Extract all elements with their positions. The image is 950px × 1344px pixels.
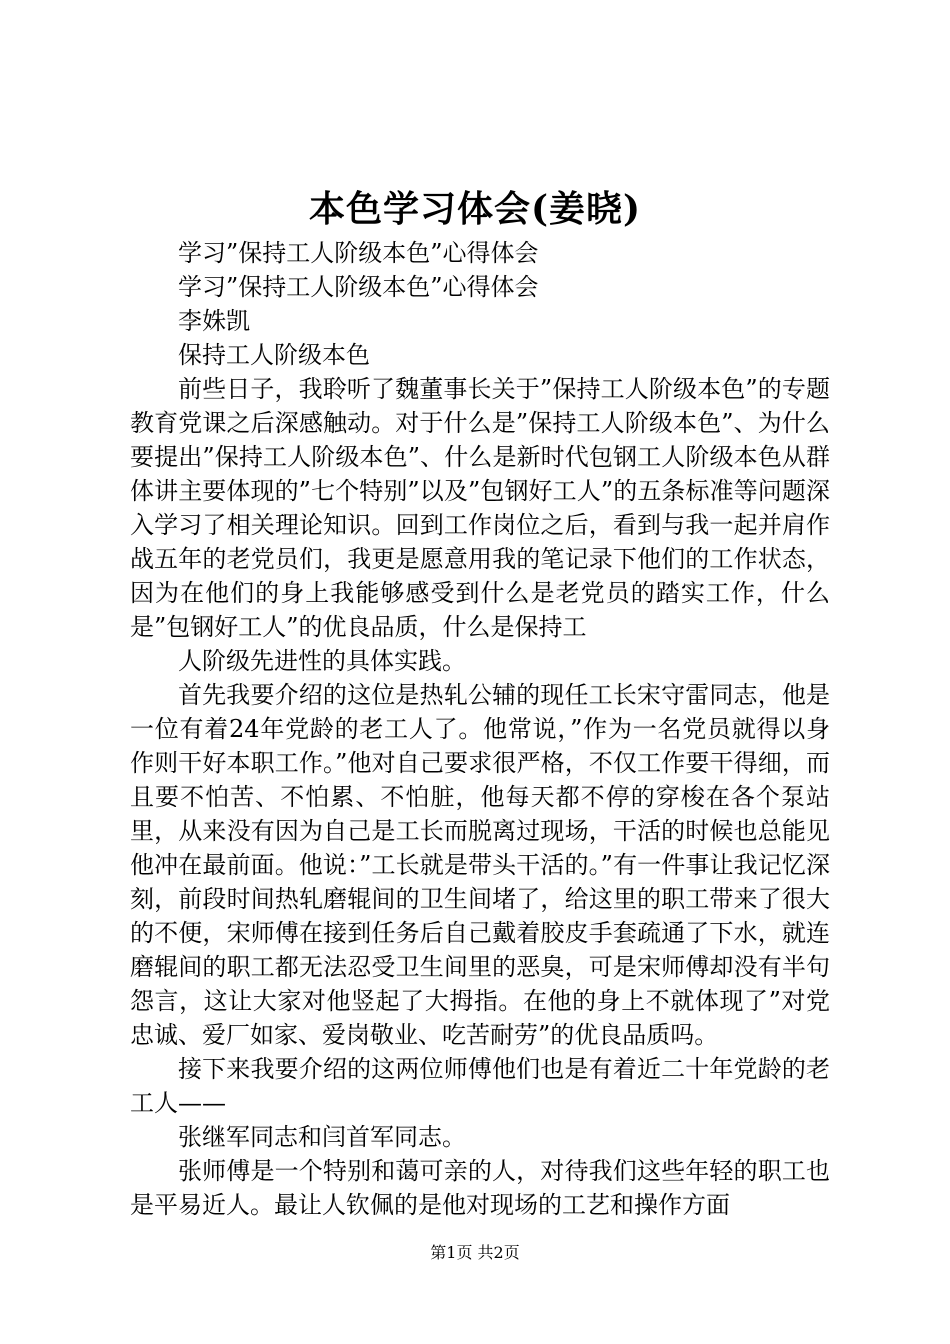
paragraph: 接下来我要介绍的这两位师傅他们也是有着近二十年党龄的老工人—— bbox=[130, 1055, 830, 1117]
paragraph: 学习”保持工人阶级本色”心得体会 bbox=[178, 239, 539, 267]
paragraph: 张继军同志和闫首军同志。 bbox=[178, 1123, 466, 1151]
document-title: 本色学习体会(姜晓) bbox=[308, 188, 642, 230]
document-body bbox=[130, 236, 830, 1222]
paragraph: 李姝凯 bbox=[178, 307, 250, 335]
paragraph: 保持工人阶级本色 bbox=[178, 341, 370, 369]
paragraph: 前些日子，我聆听了魏董事长关于”保持工人阶级本色”的专题教育党课之后深感触动。对于什么是”保持工人阶级本色”、为什么要提出”保持工人阶级本色”、什么是新时代包钢工人阶级本色从群体讲主要体现的”七个特别”以及”包钢好工人”的五条标准等问题深入学习了相关理论知识。回到工作岗位之后，看到与我一起并肩作战五年的老党员们，我更是愿意用我的笔记录下他们的工作状态，因为在他们的身上我能够感受到什么是老党员的踏实工作，什么是”包钢好工人”的优良品质，什么是保持工 bbox=[130, 375, 830, 641]
paragraph: 张师傅是一个特别和蔼可亲的人，对待我们这些年轻的职工也是平易近人。最让人钦佩的是他对现场的工艺和操作方面 bbox=[130, 1157, 830, 1219]
paragraph: 首先我要介绍的这位是热轧公辅的现任工长宋守雷同志，他是一位有着24年党龄的老工人了。他常说，”作为一名党员就得以身作则干好本职工作。”他对自己要求很严格，不仅工作要干得细，而且要不怕苦、不怕累、不怕脏，他每天都不停的穿梭在各个泵站里，从来没有因为自己是工长而脱离过现场，干活的时候也总能见他冲在最前面。他说：”工长就是带头干活的。”有一件事让我记忆深刻，前段时间热轧磨辊间的卫生间堵了，给这里的职工带来了很大的不便，宋师傅在接到任务后自己戴着胶皮手套疏通了下水，就连磨辊间的职工都无法忍受卫生间里的恶臭，可是宋师傅却没有半句怨言，这让大家对他竖起了大拇指。在他的身上不就体现了”对党忠诚、爱厂如家、爱岗敬业、吃苦耐劳”的优良品质吗。 bbox=[130, 681, 830, 1049]
paragraph: 学习”保持工人阶级本色”心得体会 bbox=[178, 273, 539, 301]
paragraph: 人阶级先进性的具体实践。 bbox=[178, 647, 466, 675]
page-footer: 第1页 共2页 bbox=[430, 1243, 520, 1262]
